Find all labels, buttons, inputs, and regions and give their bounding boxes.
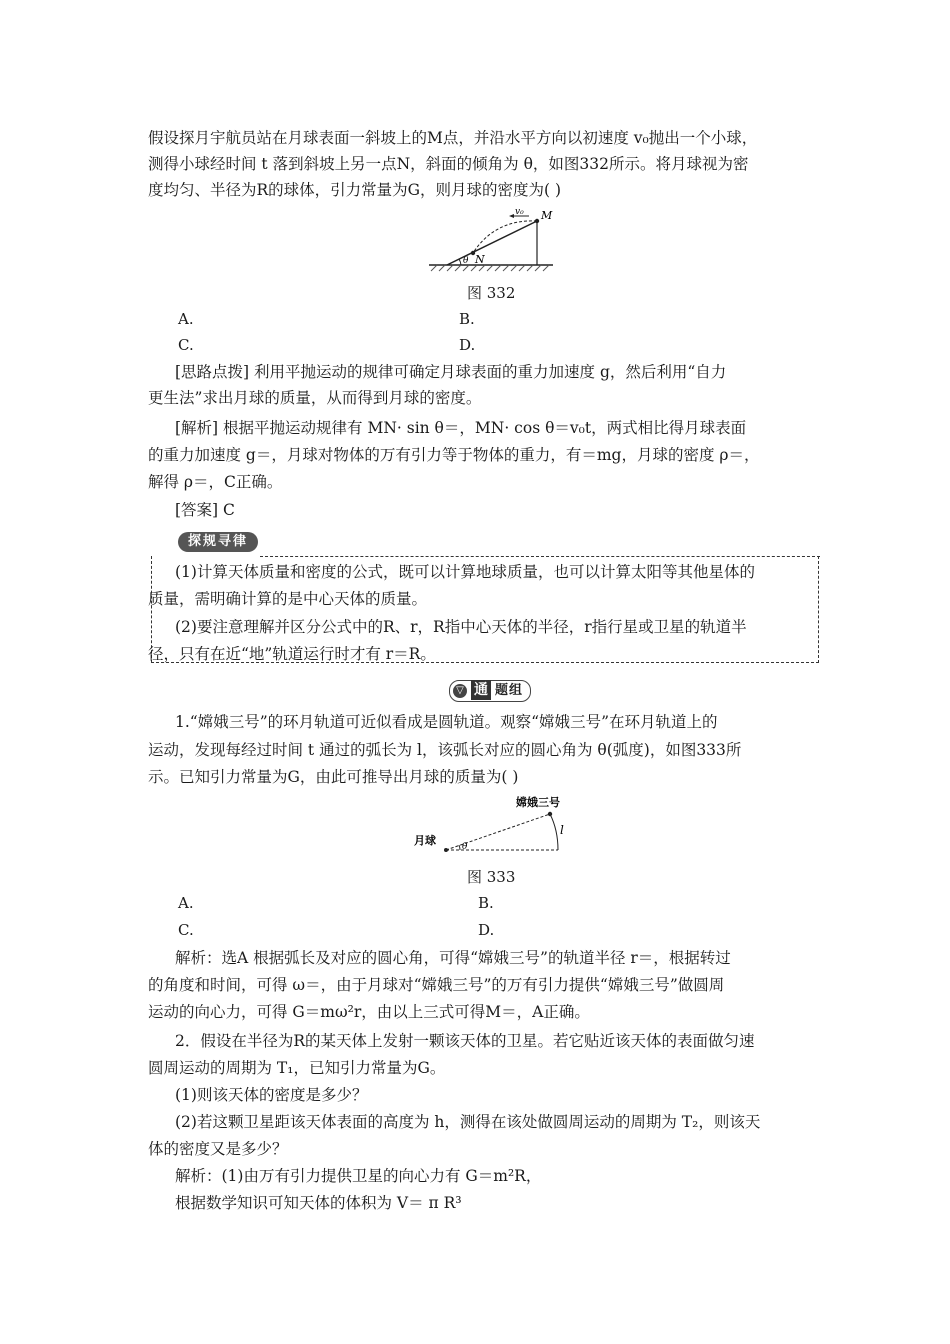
q2-line-1: 2．假设在半径为R的某天体上发射一颗该天体的卫星。若它贴近该天体的表面做匀速 xyxy=(175,1032,755,1050)
hint-line-2: 更生法”求出月球的质量，从而得到月球的密度。 xyxy=(148,389,482,407)
q1-solution-line-3: 运动的向心力，可得 G＝mω²r，由以上三式可得M＝，A正确。 xyxy=(148,1003,590,1021)
rule-tag: 探规寻律 xyxy=(178,532,258,552)
problem-line-1: 假设探月宇航员站在月球表面一斜坡上的M点，并沿水平方向以初速度 v₀抛出一个小球， xyxy=(148,129,758,147)
q1-solution-line-2: 的角度和时间，可得 ω＝，由于月球对“嫦娥三号”的万有引力提供“嫦娥三号”做圆周 xyxy=(148,976,725,994)
q1-line-2: 运动，发现每经过时间 t 通过的弧长为 l，该弧长对应的圆心角为 θ(弧度)，如图333所 xyxy=(148,741,742,759)
label-theta: θ xyxy=(463,256,469,266)
label-theta-333: θ xyxy=(462,842,468,852)
badge-text: 题组 xyxy=(495,683,524,698)
problem-line-2: 测得小球经时间 t 落到斜坡上另一点N，斜面的倾角为 θ，如图332所示。将月球视为密 xyxy=(148,155,749,173)
label-moon: 月球 xyxy=(414,834,436,847)
option-c: C. xyxy=(178,336,194,354)
rule-line-1: (1)计算天体质量和密度的公式，既可以计算地球质量，也可以计算太阳等其他星体的 xyxy=(175,563,755,581)
figure-332-caption: 图 332 xyxy=(467,284,516,302)
q2-line-6: 解析：(1)由万有引力提供卫星的向心力有 G＝m²R， xyxy=(175,1167,542,1185)
q1-line-3: 示。已知引力常量为G，由此可推导出月球的质量为( ) xyxy=(148,768,519,786)
q2-line-4: (2)若这颗卫星距该天体表面的高度为 h，测得在该处做圆周运动的周期为 T₂，则该天 xyxy=(175,1113,761,1131)
badge-strong: 通 xyxy=(471,680,491,700)
answer-line: [答案] C xyxy=(175,501,235,519)
q1-line-1: 1.“嫦娥三号”的环月轨道可近似看成是圆轨道。观察“嫦娥三号”在环月轨道上的 xyxy=(175,713,718,731)
q1-option-a: A. xyxy=(178,894,194,912)
label-v0: v₀ xyxy=(515,207,524,217)
triangle-icon: ▽ xyxy=(453,684,467,698)
label-probe: 嫦娥三号 xyxy=(516,796,560,809)
analysis-line-3: 解得 ρ＝，C正确。 xyxy=(148,473,283,491)
q1-solution-line-1: 解析：选A 根据弧长及对应的圆心角，可得“嫦娥三号”的轨道半径 r＝，根据转过 xyxy=(175,949,731,967)
analysis-line-1: [解析] 根据平抛运动规律有 MN· sin θ＝，MN· cos θ＝v₀t，两式相比得月球表面 xyxy=(175,419,747,437)
q1-option-b: B. xyxy=(478,894,494,912)
option-a: A. xyxy=(178,310,194,328)
q2-line-3: (1)则该天体的密度是多少？ xyxy=(175,1086,368,1104)
problem-line-3: 度均匀、半径为R的球体，引力常量为G，则月球的密度为( ) xyxy=(148,181,562,199)
figure-333-caption: 图 333 xyxy=(467,868,516,886)
rule-line-2: 质量，需明确计算的是中心天体的质量。 xyxy=(148,590,428,608)
label-l: l xyxy=(560,823,564,837)
q2-line-5: 体的密度又是多少？ xyxy=(148,1140,288,1158)
hint-line-1: [思路点拨] 利用平抛运动的规律可确定月球表面的重力加速度 g，然后利用“自力 xyxy=(175,363,727,381)
figure-332-slope-diagram xyxy=(425,205,560,275)
group-badge xyxy=(449,680,531,702)
figure-333-orbit-diagram xyxy=(410,792,580,862)
q1-option-d: D. xyxy=(478,921,495,939)
label-N: N xyxy=(475,253,485,266)
rule-line-4: 径，只有在近“地”轨道运行时才有 r＝R。 xyxy=(148,645,436,663)
rule-line-3: (2)要注意理解并区分公式中的R、r，R指中心天体的半径，r指行星或卫星的轨道半 xyxy=(175,618,747,636)
option-d: D. xyxy=(459,336,476,354)
analysis-line-2: 的重力加速度 g＝，月球对物体的万有引力等于物体的重力，有＝mg，月球的密度 ρ＝， xyxy=(148,446,760,464)
q1-option-c: C. xyxy=(178,921,194,939)
q2-line-2: 圆周运动的周期为 T₁，已知引力常量为G。 xyxy=(148,1059,446,1077)
q2-line-7: 根据数学知识可知天体的体积为 V＝ π R³ xyxy=(175,1194,462,1212)
label-M: M xyxy=(541,209,553,222)
option-b: B. xyxy=(459,310,475,328)
